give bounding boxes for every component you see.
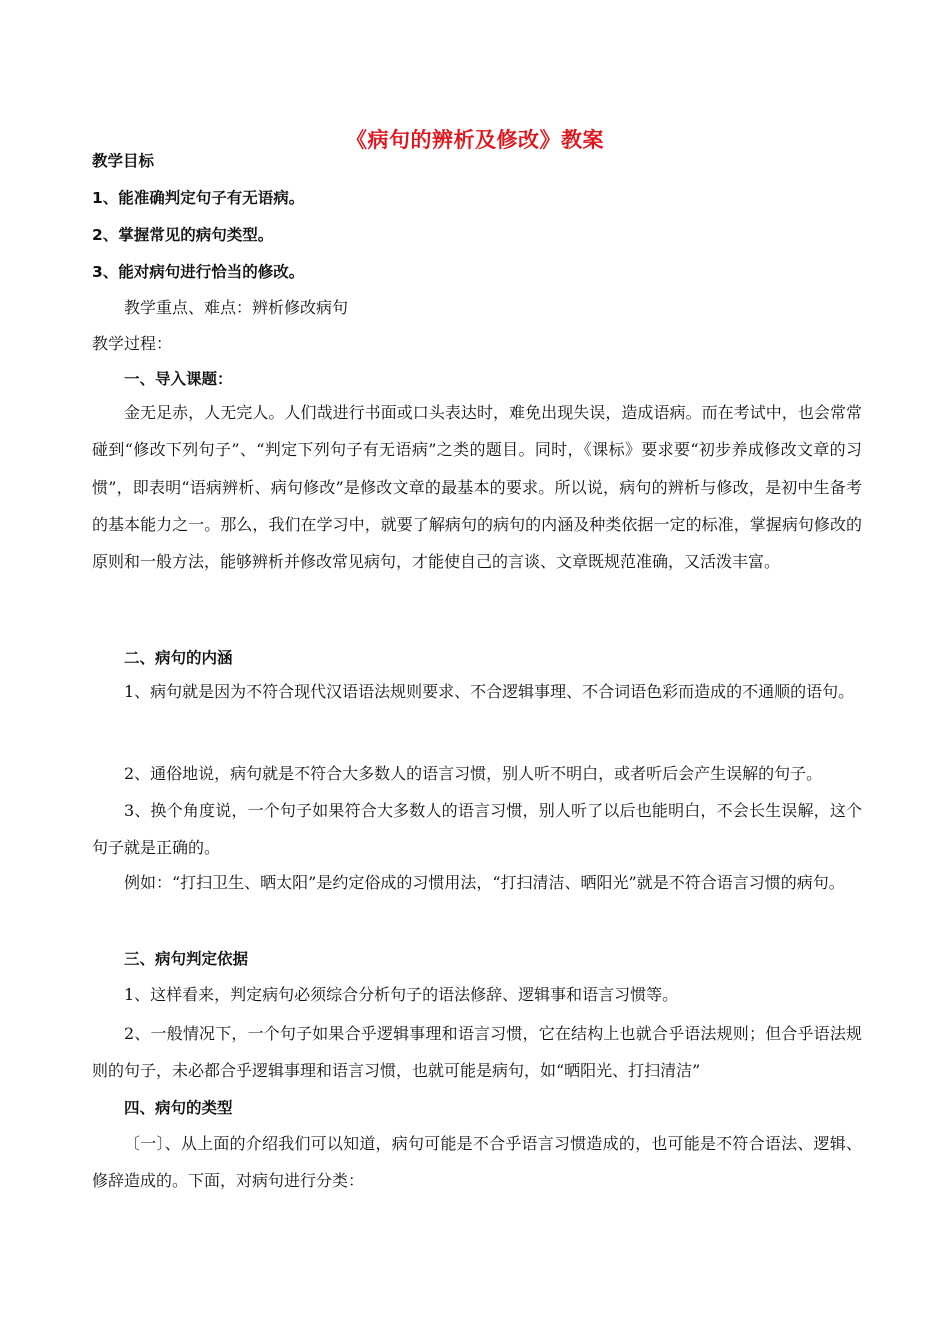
paragraph: 2、通俗地说，病句就是不符合大多数人的语言习惯，别人听不明白，或者听后会产生误解的句子。: [124, 764, 823, 783]
paragraph: 金无足赤，人无完人。人们哉进行书面或口头表达时，难免出现失误，造成语病。而在考试中，也会常常碰到“修改下列句子”、“判定下列句子有无语病”之类的题目。同时，《课标》要求要“初步养成修改文章的习惯”，即表明“语病辨析、病句修改”是修改文章的最基本的要求。所以说，病句的辨析与修改，是初中生备考的基本能力之一。那么，我们在学习中，就要了解病句的病句的内涵及种类依据一定的标准，掌握病句修改的原则和一般方法，能够辨析并修改常见病句，才能使自己的言谈、文章既规范准确，又活泼丰富。: [92, 403, 862, 572]
section-heading: 一、导入课题：: [124, 370, 233, 388]
document-title: 《病句的辨析及修改》教案: [346, 128, 604, 152]
paragraph: 〔一〕、从上面的介绍我们可以知道，病句可能是不合乎语言习惯造成的，也可能是不符合语法、逻辑、修辞造成的。下面，对病句进行分类：: [92, 1134, 862, 1191]
process-label: 教学过程：: [92, 334, 173, 353]
goal-item: 3、能对病句进行恰当的修改。: [92, 263, 305, 281]
paragraph: 3、换个角度说，一个句子如果符合大多数人的语言习惯，别人听了以后也能明白，不会长生误解，这个句子就是正确的。: [92, 801, 862, 858]
paragraph: 2、一般情况下，一个句子如果合乎逻辑事理和语言习惯，它在结构上也就合乎语法规则；但合乎语法规则的句子，未必都合乎逻辑事理和语言习惯，也就可能是病句，如“晒阳光、打扫清洁”: [92, 1024, 862, 1081]
focus-line: 教学重点、难点：辨析修改病句: [124, 298, 349, 317]
paragraph: 1、这样看来，判定病句必须综合分析句子的语法修辞、逻辑事和语言习惯等。: [124, 985, 679, 1004]
goals-heading: 教学目标: [92, 152, 155, 170]
goal-item: 2、掌握常见的病句类型。: [92, 226, 274, 244]
paragraph: 1、病句就是因为不符合现代汉语语法规则要求、不合逻辑事理、不合词语色彩而造成的不通顺的语句。: [124, 682, 855, 701]
section-heading: 三、病句判定依据: [124, 950, 249, 968]
paragraph: 例如：“打扫卫生、晒太阳”是约定俗成的习惯用法，“打扫清洁、晒阳光”就是不符合语言习惯的病句。: [124, 873, 845, 892]
section-heading: 四、病句的类型: [124, 1099, 233, 1117]
section-heading: 二、病句的内涵: [124, 649, 233, 667]
goal-item: 1、能准确判定句子有无语病。: [92, 189, 305, 207]
